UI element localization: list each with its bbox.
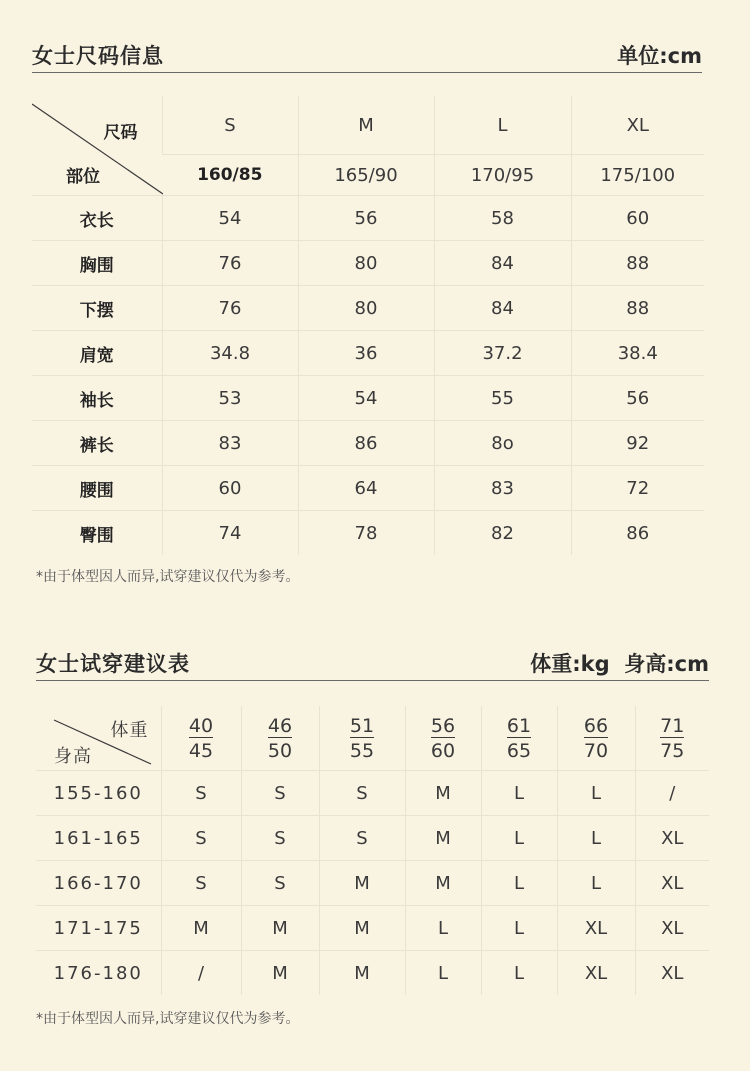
table-cell: 86 xyxy=(571,511,704,556)
table-cell: 56 xyxy=(298,196,434,241)
table-cell: 8o xyxy=(434,421,571,466)
table-cell: 38.4 xyxy=(571,331,704,376)
table-cell: 74 xyxy=(162,511,298,556)
corner-size-label: 尺码 xyxy=(103,123,138,143)
table-cell: 58 xyxy=(434,196,571,241)
size-header-row xyxy=(32,96,704,155)
table-cell: 56 xyxy=(571,376,704,421)
size-info-unit: 单位:cm xyxy=(617,44,702,68)
table-row xyxy=(36,771,709,816)
standard-label: 160/85 xyxy=(162,155,298,196)
table-cell: S xyxy=(161,816,241,861)
table-cell: M xyxy=(161,906,241,951)
table-cell: 55 xyxy=(434,376,571,421)
table-cell: 60 xyxy=(571,196,704,241)
table-row xyxy=(32,286,704,331)
table-cell: XL xyxy=(635,951,709,996)
size-label: S xyxy=(162,96,298,155)
fit-disclaimer-note: *由于体型因人而异,试穿建议仅代为参考。 xyxy=(36,1011,300,1027)
height-range-label: 176-180 xyxy=(53,962,143,984)
table-cell: L xyxy=(557,861,635,906)
weight-max: 75 xyxy=(660,739,685,762)
row-label: 肩宽 xyxy=(32,331,162,376)
table-cell: XL xyxy=(635,906,709,951)
weight-max: 50 xyxy=(267,739,293,762)
height-range-label: 161-165 xyxy=(36,816,161,861)
table-cell: 78 xyxy=(298,511,434,556)
table-cell: M xyxy=(405,816,481,861)
table-cell: S xyxy=(319,771,405,816)
table-cell: 34.8 xyxy=(162,331,298,376)
weight-min: 66 xyxy=(583,714,609,737)
table-cell: L xyxy=(405,951,481,996)
table-row xyxy=(32,331,704,376)
height-range-label: 166-170 xyxy=(36,861,161,906)
table-cell: 37.2 xyxy=(434,331,571,376)
table-cell: 88 xyxy=(571,241,704,286)
standard-label: 165/90 xyxy=(298,155,434,196)
table-cell: 84 xyxy=(434,241,571,286)
table-cell: XL xyxy=(635,816,709,861)
table-row xyxy=(32,376,704,421)
size-label: L xyxy=(434,96,571,155)
table-row xyxy=(36,906,709,951)
table-cell: L xyxy=(481,861,557,906)
table-row xyxy=(36,861,709,906)
table-cell: 54 xyxy=(162,196,298,241)
table-row xyxy=(36,816,709,861)
table-cell: / xyxy=(161,951,241,996)
table-row xyxy=(32,511,704,556)
table-cell: 72 xyxy=(571,466,704,511)
height-range-label: 171-175 xyxy=(36,906,161,951)
row-label: 臀围 xyxy=(79,525,114,546)
weight-range xyxy=(241,706,319,771)
weight-max: 45 xyxy=(188,739,214,762)
table-cell: 83 xyxy=(162,421,298,466)
corner-height-label: 身高 xyxy=(54,746,92,767)
table-cell: / xyxy=(635,771,709,816)
table-cell: L xyxy=(557,771,635,816)
table-cell: L xyxy=(557,816,635,861)
table-cell: M xyxy=(319,861,405,906)
row-label: 衣长 xyxy=(32,196,162,241)
size-info-table xyxy=(32,96,704,555)
table-row xyxy=(32,466,704,511)
weight-min: 46 xyxy=(267,714,293,737)
size-label: M xyxy=(298,96,434,155)
table-cell: M xyxy=(319,951,405,996)
table-cell: M xyxy=(241,951,319,996)
table-cell: L xyxy=(405,906,481,951)
table-cell: 84 xyxy=(434,286,571,331)
table-cell: XL xyxy=(557,951,635,996)
weight-range xyxy=(161,706,241,771)
height-range-label: 155-160 xyxy=(36,771,161,816)
table-cell: 64 xyxy=(298,466,434,511)
weight-min: 51 xyxy=(349,714,375,737)
standard-label: 170/95 xyxy=(434,155,571,196)
table-cell: 76 xyxy=(162,241,298,286)
fit-advice-title: 女士试穿建议表 xyxy=(36,652,190,676)
row-label: 袖长 xyxy=(32,376,162,421)
table-cell: S xyxy=(241,816,319,861)
table-cell: 82 xyxy=(434,511,571,556)
table-cell: S xyxy=(241,861,319,906)
table-cell: 86 xyxy=(298,421,434,466)
weight-range xyxy=(319,706,405,771)
table-cell: 53 xyxy=(162,376,298,421)
table-cell: XL xyxy=(635,861,709,906)
fit-advice-header xyxy=(36,636,709,681)
weight-min: 71 xyxy=(660,714,685,737)
table-cell: S xyxy=(319,816,405,861)
row-label: 裤长 xyxy=(32,421,162,466)
weight-min: 56 xyxy=(430,714,456,737)
table-row xyxy=(32,196,704,241)
corner-part-label: 部位 xyxy=(66,167,100,187)
table-cell: L xyxy=(481,951,557,996)
table-cell: M xyxy=(405,771,481,816)
weight-min: 40 xyxy=(188,714,214,737)
table-cell: L xyxy=(481,816,557,861)
size-corner-cell xyxy=(32,96,162,196)
weight-range xyxy=(405,706,481,771)
table-cell: 60 xyxy=(162,466,298,511)
weight-range xyxy=(557,706,635,771)
size-info-header xyxy=(32,30,702,73)
table-cell: M xyxy=(405,861,481,906)
weight-range xyxy=(481,706,557,771)
weight-max: 55 xyxy=(349,739,375,762)
table-cell: XL xyxy=(557,906,635,951)
table-cell: 80 xyxy=(298,286,434,331)
table-row xyxy=(32,421,704,466)
row-label: 腰围 xyxy=(32,466,162,511)
size-info-title: 女士尺码信息 xyxy=(32,44,164,68)
row-label: 下摆 xyxy=(32,286,162,331)
table-row xyxy=(32,241,704,286)
weight-max: 65 xyxy=(506,739,532,762)
table-cell: 76 xyxy=(162,286,298,331)
table-cell: 83 xyxy=(434,466,571,511)
table-row xyxy=(36,951,709,996)
table-cell: S xyxy=(161,861,241,906)
weight-header-row xyxy=(36,706,709,771)
weight-max: 60 xyxy=(430,739,456,762)
standard-label: 175/100 xyxy=(571,155,704,196)
table-cell: L xyxy=(481,771,557,816)
table-cell: 54 xyxy=(298,376,434,421)
table-cell: L xyxy=(481,906,557,951)
corner-weight-label: 体重 xyxy=(110,720,149,741)
table-cell: S xyxy=(161,771,241,816)
table-cell: 80 xyxy=(298,241,434,286)
table-cell: 36 xyxy=(298,331,434,376)
fit-corner-cell xyxy=(36,706,161,771)
table-cell: M xyxy=(241,906,319,951)
table-cell: M xyxy=(319,906,405,951)
table-cell: 88 xyxy=(571,286,704,331)
table-cell: 92 xyxy=(571,421,704,466)
weight-min: 61 xyxy=(506,714,532,737)
row-label: 胸围 xyxy=(32,241,162,286)
size-label: XL xyxy=(571,96,704,155)
weight-max: 70 xyxy=(583,739,609,762)
fit-advice-unit: 体重:kg 身高:cm xyxy=(530,652,709,676)
table-cell: S xyxy=(241,771,319,816)
size-disclaimer-note: *由于体型因人而异,试穿建议仅代为参考。 xyxy=(36,569,300,585)
fit-advice-table xyxy=(36,706,709,995)
weight-range xyxy=(635,706,709,771)
